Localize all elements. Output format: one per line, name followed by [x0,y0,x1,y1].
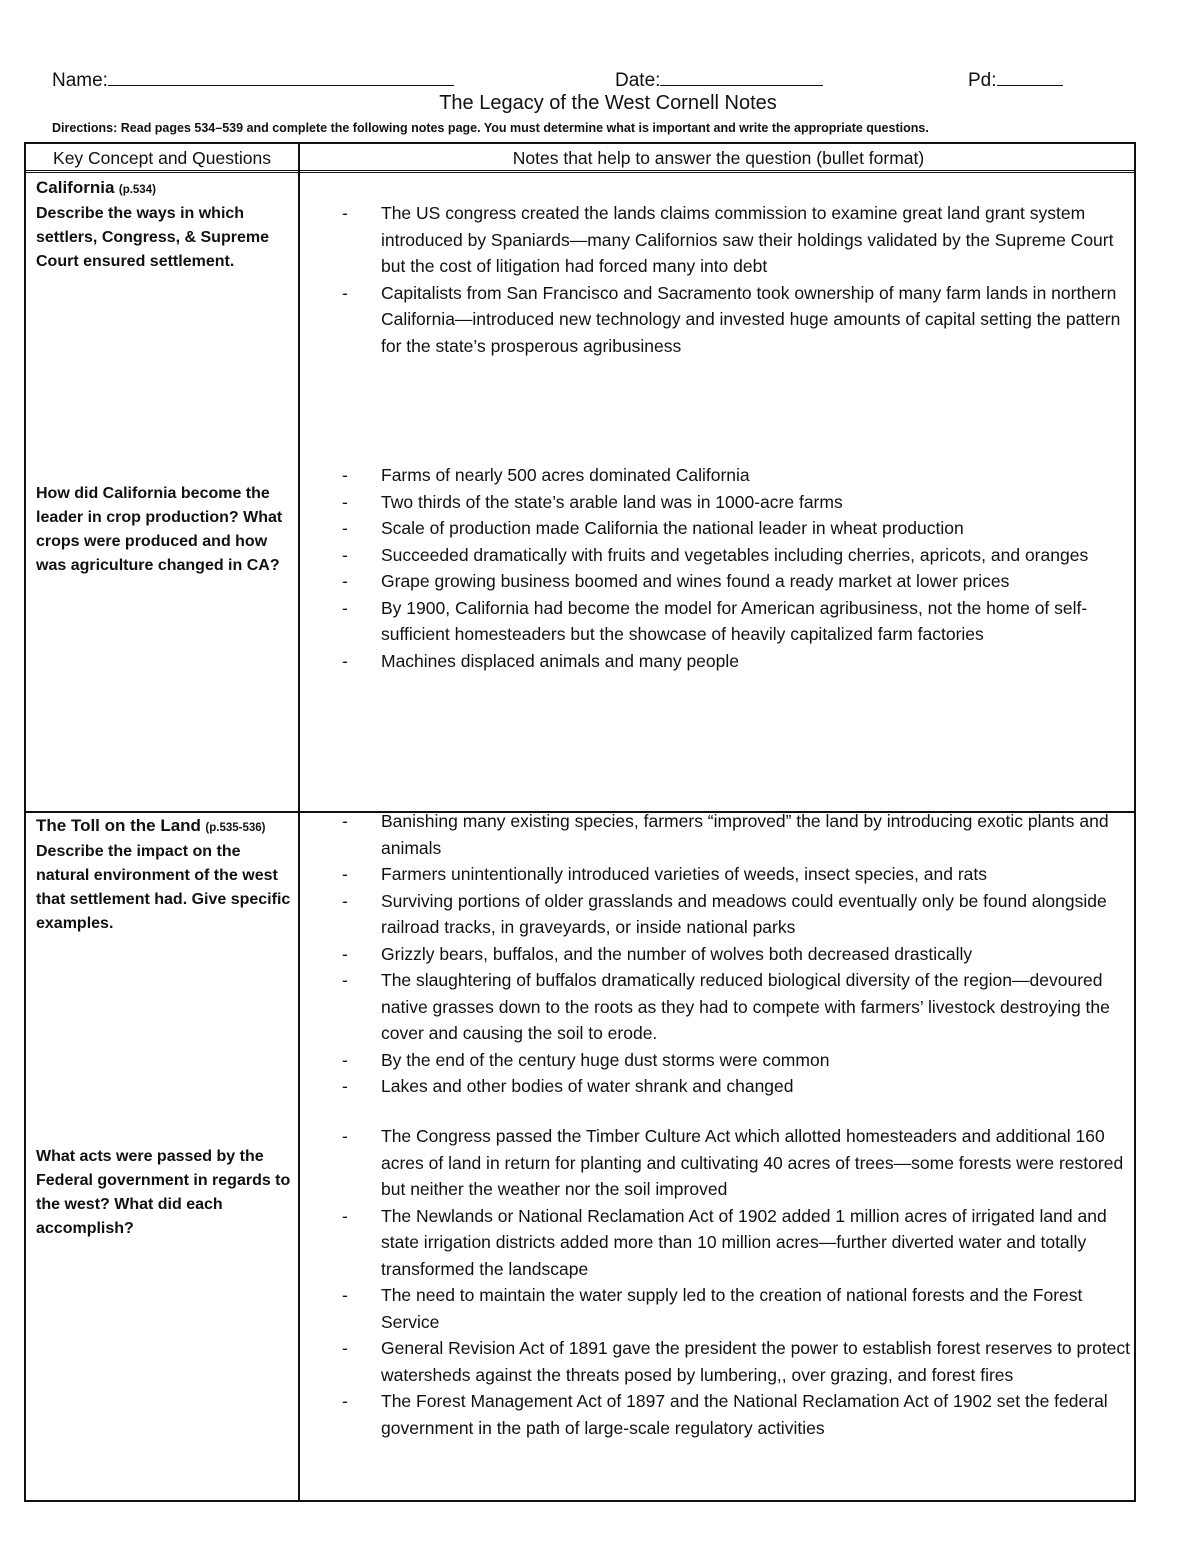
note-item: - The need to maintain the water supply led to the creation of national forests and the Forest Service [342,1282,1132,1335]
note-item: - The Forest Management Act of 1897 and the National Reclamation Act of 1902 set the federal government in the path of large-scale regulatory activities [342,1388,1132,1441]
name-field[interactable] [52,66,454,92]
pd-label: Pd: [968,70,997,91]
question-federal-acts [36,1145,294,1241]
note-item: - By 1900, California had become the model for American agribusiness, not the home of self-sufficient homesteaders but the showcase of heavily capitalized farm factories [342,595,1132,648]
note-item: - Surviving portions of older grasslands and meadows could eventually only be found alongside railroad tracks, in graveyards, or inside national parks [342,888,1132,941]
note-item: - Machines displaced animals and many people [342,648,1132,675]
note-item: - By the end of the century huge dust storms were common [342,1047,1132,1074]
question-text: Describe the ways in which settlers, Congress, & Supreme Court ensured settlement. [36,205,269,270]
note-item: - The slaughtering of buffalos dramatically reduced biological diversity of the region—devoured native grasses down to the roots as they had to compete with farmers’ livestock destroying the cover and causing the soil to erode. [342,967,1132,1047]
name-blank[interactable] [108,66,454,86]
note-item: - Succeeded dramatically with fruits and vegetables including cherries, apricots, and oranges [342,542,1132,569]
notes-list-federal-acts [342,1123,1132,1441]
note-item: - Farms of nearly 500 acres dominated California [342,462,1132,489]
notes-list-california [342,200,1132,359]
question-crop-production [36,482,294,578]
question-toll-on-land [36,814,294,936]
question-text: How did California become the leader in crop production? What crops were produced and how was agriculture changed in CA? [36,485,283,574]
question-california [36,176,294,274]
note-item: - The US congress created the lands claims commission to examine great land grant system introduced by Spaniards—many Californios saw their holdings validated by the Supreme Court but the cost of litigation had forced many into debt [342,200,1132,280]
directions-text: Directions: Read pages 534–539 and complete the following notes page. You must determine what is important and write the appropriate questions. [52,121,929,135]
question-text: Describe the impact on the natural environment of the west that settlement had. Give specific examples. [36,843,291,932]
pd-blank[interactable] [997,66,1063,86]
page-title: The Legacy of the West Cornell Notes [439,92,777,114]
note-item: - Grizzly bears, buffalos, and the number of wolves both decreased drastically [342,941,1132,968]
header-divider [26,170,1134,173]
note-item: - The Congress passed the Timber Culture Act which allotted homesteaders and additional 160 acres of land in return for planting and cultivating 40 acres of trees—some forests were restored but neither the weather nor the soil improved [342,1123,1132,1203]
pd-field[interactable] [968,66,1063,92]
section-heading-toll-on-land: The Toll on the Land [36,816,201,835]
name-label: Name: [52,70,108,91]
note-item: - Scale of production made California the national leader in wheat production [342,515,1132,542]
question-text: What acts were passed by the Federal government in regards to the west? What did each accomplish? [36,1148,291,1237]
page-ref-california: (p.534) [118,184,156,196]
note-item: - Banishing many existing species, farmers “improved” the land by introducing exotic plants and animals [342,808,1132,861]
note-item: - The Newlands or National Reclamation Act of 1902 added 1 million acres of irrigated land and state irrigation districts added more than 10 million acres—further diverted water and totally transformed the landscape [342,1203,1132,1283]
column-divider [298,144,300,1500]
column-header-notes: Notes that help to answer the question (bullet format) [512,148,925,168]
note-item: - Farmers unintentionally introduced varieties of weeds, insect species, and rats [342,861,1132,888]
section-heading-california: California [36,178,115,197]
date-field[interactable] [615,66,823,92]
note-item: - Capitalists from San Francisco and Sacramento took ownership of many farm lands in northern California—introduced new technology and invested huge amounts of capital setting the pattern for the state’s prosperous agribusiness [342,280,1132,360]
notes-list-crop-production [342,462,1132,674]
header-fields [52,66,1152,92]
note-item: - Grape growing business boomed and wines found a ready market at lower prices [342,568,1132,595]
note-item: - Two thirds of the state’s arable land was in 1000-acre farms [342,489,1132,516]
note-item: - Lakes and other bodies of water shrank and changed [342,1073,1132,1100]
column-header-key-concepts: Key Concept and Questions [53,148,271,168]
note-item: - General Revision Act of 1891 gave the president the power to establish forest reserves to protect watersheds against the threats posed by lumbering,, over grazing, and forest fires [342,1335,1132,1388]
page-ref-toll-on-land: (p.535-536) [205,822,266,834]
cornell-notes-table [24,142,1136,1502]
date-label: Date: [615,70,661,91]
notes-list-toll-on-land [342,808,1132,1100]
date-blank[interactable] [660,66,823,86]
